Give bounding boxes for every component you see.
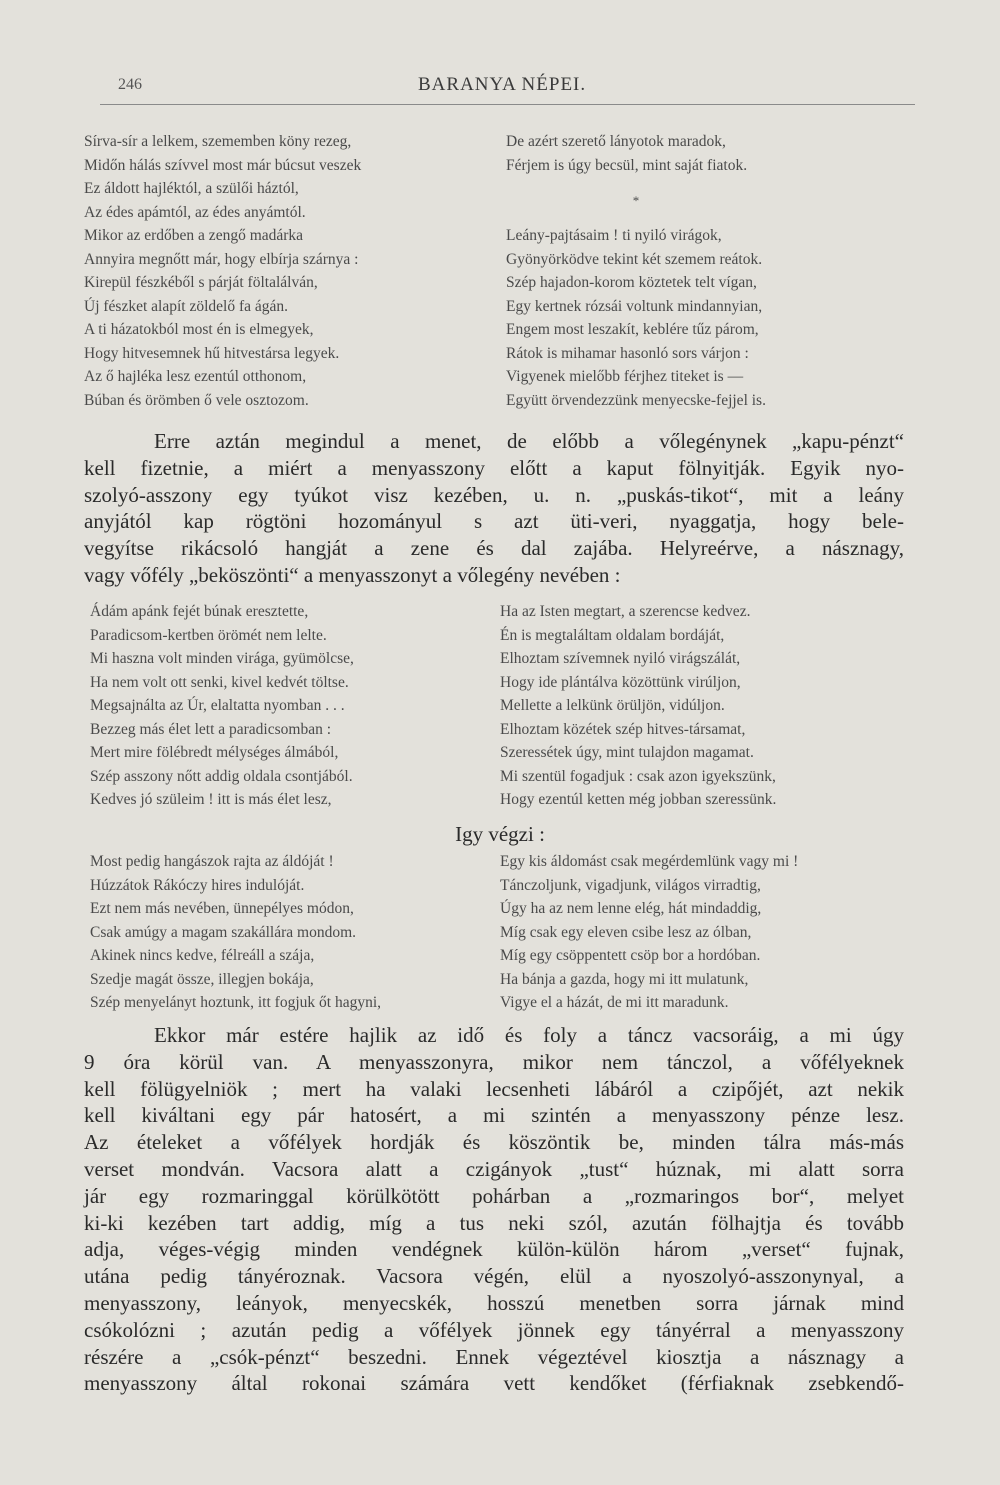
prose-line: verset mondván. Vacsora alatt a czigányok „tust“ húznak, mi alatt sorra — [84, 1156, 904, 1181]
verse-line: Egy kis áldomást csak megérdemlünk vagy mi ! — [500, 853, 799, 870]
verse-line: Hogy ezentúl ketten még jobban szeressünk. — [500, 791, 777, 808]
verse-line: Úgy ha az nem lenne elég, hát mindaddig, — [500, 900, 762, 917]
prose-paragraph-2 — [84, 1022, 904, 1397]
verse-line: Míg csak egy eleven csibe lesz az ólban, — [500, 923, 752, 941]
verse-line: Az édes apámtól, az édes anyámtól. — [84, 203, 306, 221]
verse-block-2 — [84, 600, 914, 820]
verse-line: Mi szentül fogadjuk : csak azon igyekszünk, — [500, 767, 776, 785]
verse-line: Búban és örömben ő vele osztozom. — [84, 391, 309, 409]
verse-line: Míg egy csöppentett csöp bor a hordóban. — [500, 947, 761, 964]
prose-line: adja, véges-végig minden vendégnek külön-külön három „verset“ fujnak, — [84, 1237, 904, 1262]
prose-paragraph-1 — [84, 428, 904, 589]
prose-line: 9 óra körül van. A menyasszonyra, mikor nem tánczol, a vőfélyeknek — [84, 1049, 904, 1074]
verse-line: Sírva-sír a lelkem, szememben köny rezeg, — [84, 133, 352, 150]
verse-line: Vigye el a házát, de mi itt maradunk. — [500, 994, 729, 1011]
verse-column-left — [90, 600, 354, 812]
verse-line: Megsajnálta az Úr, elaltatta nyomban . . . — [90, 697, 345, 714]
verse-line: Tánczoljunk, vigadjunk, világos virradtig, — [500, 876, 761, 894]
verse-line: Egy kertnek rózsái voltunk mindannyian, — [506, 297, 763, 315]
verse-line: Kirepül fészkéből s párját föltalálván, — [84, 274, 318, 291]
verse-line: Ha az Isten megtart, a szerencse kedvez. — [500, 603, 751, 620]
verse-line: Ádám apánk fejét búnak eresztette, — [90, 603, 309, 620]
verse-column-left — [90, 850, 381, 1015]
verse-line: Elhoztam szívemnek nyiló virágszálát, — [500, 650, 741, 667]
verse-column-right — [506, 130, 766, 412]
prose-line: kell fölügyelniök ; mert ha valaki lecsenheti lábáról a czipőjét, azt nekik — [84, 1076, 904, 1101]
prose-line: ki-ki kezében tart addig, míg a tus neki szól, azután fölhajtja és tovább — [84, 1210, 904, 1235]
prose-line: utána pedig tányéroznak. Vacsora végén, elül a nyoszolyó-asszonynyal, a — [84, 1264, 904, 1289]
verse-block-3 — [84, 850, 914, 1020]
verse-line: Mikor az erdőben a zengő madárka — [84, 227, 304, 244]
verse-line: Ezt nem más nevében, ünnepélyes módon, — [90, 900, 354, 917]
prose-line: szolyó-asszony egy tyúkot visz kezében, u. n. „puskás-tikot“, mit a leány — [84, 482, 904, 507]
verse-line: Férjem is úgy becsül, mint saját fiatok. — [506, 156, 748, 174]
verse-line: A ti házatokból most én is elmegyek, — [84, 321, 314, 338]
verse-line: Ez áldott hajléktól, a szülői háztól, — [84, 180, 299, 197]
verse-line: Együtt örvendezzünk menyecske-fejjel is. — [506, 391, 766, 409]
verse-line: De azért szerető lányotok maradok, — [506, 133, 726, 150]
header-rule — [100, 104, 915, 105]
verse-line: Paradicsom-kertben örömét nem lelte. — [90, 626, 327, 644]
prose-line: csókolózni ; azután pedig a vőfélyek jönnek egy tányérral a menyasszony — [84, 1317, 904, 1342]
prose-line: Az ételeket a vőfélyek hordják és köszöntik be, minden tálra más-más — [84, 1130, 904, 1155]
verse-line: Midőn hálás szívvel most már búcsut veszek — [84, 156, 362, 174]
prose-line: vegyítse rikácsoló hangját a zene és dal zajába. Helyreérve, a násznagy, — [84, 536, 904, 561]
section-heading: Igy végzi : — [455, 822, 545, 846]
verse-line: Szép menyelányt hoztunk, itt fogjuk őt hagyni, — [90, 994, 382, 1011]
verse-line: Akinek nincs kedve, félreáll a szája, — [90, 947, 315, 964]
verse-line: Hogy hitvesemnek hű hitvestársa legyek. — [84, 344, 340, 362]
verse-line: Hogy ide plántálva közöttünk virúljon, — [500, 673, 741, 691]
prose-line: jár egy rozmaringgal körülkötött pohárban a „rozmaringos bor“, melyet — [84, 1183, 904, 1208]
verse-line: Új fészket alapít zöldelő fa ágán. — [84, 297, 288, 315]
verse-line: Gyönyörködve tekint két szemem reátok. — [506, 250, 763, 268]
verse-line: Szedje magát össze, illegjen bokája, — [90, 970, 314, 988]
prose-line: Erre aztán megindul a menet, de előbb a vőlegénynek „kapu-pénzt“ — [154, 429, 904, 453]
page-number: 246 — [118, 76, 142, 93]
verse-line: Most pedig hangászok rajta az áldóját ! — [90, 853, 334, 870]
page-header — [118, 74, 918, 104]
verse-line: Szeressétek úgy, mint tulajdon magamat. — [500, 744, 754, 761]
verse-line: Szép hajadon-korom köztetek telt vígan, — [506, 274, 757, 291]
verse-line: Ha bánja a gazda, hogy mi itt mulatunk, — [500, 970, 749, 988]
verse-line: Leány-pajtásaim ! ti nyiló virágok, — [506, 227, 722, 244]
verse-block-1 — [84, 130, 914, 420]
verse-line: Elhoztam közétek szép hitves-társamat, — [500, 720, 746, 738]
verse-line: Én is megtaláltam oldalam bordáját, — [500, 626, 725, 644]
verse-line: Ha nem volt ott senki, kivel kedvét töltse. — [90, 673, 349, 691]
running-title: BARANYA NÉPEI. — [418, 74, 587, 95]
verse-line: Mi haszna volt minden virága, gyümölcse, — [90, 650, 354, 667]
verse-line: Annyira megnőtt már, hogy elbírja szárnya : — [84, 250, 359, 268]
prose-line: részére a „csók-pénzt“ beszedni. Ennek végeztével kiosztja a násznagy a — [84, 1344, 904, 1369]
section-star: * — [632, 193, 640, 208]
verse-line: Szép asszony nőtt addig oldala csontjából. — [90, 767, 353, 785]
verse-line: Az ő hajléka lesz ezentúl otthonom, — [84, 368, 307, 385]
verse-line: Mert mire fölébredt mélységes álmából, — [90, 744, 339, 761]
prose-line: vagy vőfély „beköszönti“ a menyasszonyt a vőlegény nevében : — [84, 562, 621, 587]
prose-line: kell fizetnie, a miért a menyasszony előtt a kaput fölnyitják. Egyik nyo- — [84, 455, 904, 480]
prose-line: anyjától kap rögtöni hozományul s azt üti-veri, nyaggatja, hogy bele- — [84, 509, 904, 534]
prose-line: menyasszony által rokonai számára vett kendőket (férfiaknak zsebkendő- — [84, 1371, 904, 1396]
verse-line: Mellette a lelkünk örüljön, vidúljon. — [500, 697, 725, 714]
verse-line: Bezzeg más élet lett a paradicsomban : — [90, 720, 332, 738]
verse-line: Kedves jó szüleim ! itt is más élet lesz, — [90, 791, 332, 808]
verse-line: Engem most leszakít, keblére tűz párom, — [506, 321, 759, 338]
prose-line: kell kiváltani egy pár hatosért, a mi szintén a menyasszony pénze lesz. — [84, 1103, 904, 1128]
prose-line: Ekkor már estére hajlik az idő és foly a táncz vacsoráig, a mi úgy — [154, 1023, 904, 1047]
verse-line: Húzzátok Rákóczy hires indulóját. — [90, 876, 305, 894]
verse-column-right — [500, 600, 776, 812]
verse-line: Vigyenek mielőbb férjhez titeket is — — [506, 368, 744, 385]
verse-column-left — [84, 130, 361, 412]
prose-line: menyasszony, leányok, menyecskék, hosszú menetben sorra járnak mind — [84, 1290, 904, 1315]
verse-line: Rátok is mihamar hasonló sors várjon : — [506, 344, 749, 362]
verse-column-right — [500, 850, 798, 1015]
verse-line: Csak amúgy a magam szakállára mondom. — [90, 923, 357, 941]
